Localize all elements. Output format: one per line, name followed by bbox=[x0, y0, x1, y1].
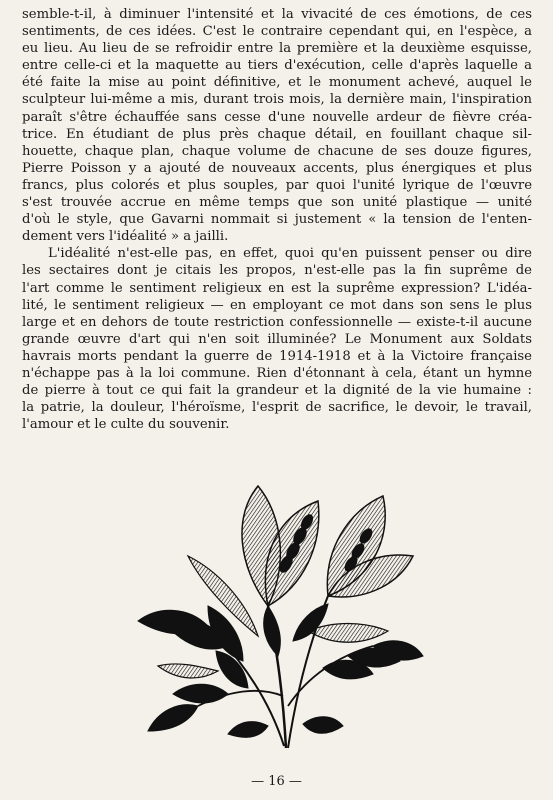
text-line: francs, plus colorés et plus souples, par quoi l'unité lyrique de l'œuvre bbox=[22, 177, 532, 193]
text-line: trice. En étudiant de plus près chaque détail, en fouillant chaque sil- bbox=[22, 126, 532, 142]
text-line: sculpteur lui-même a mis, durant trois mois, la dernière main, l'inspiration bbox=[22, 92, 532, 108]
paragraph-1 bbox=[22, 6, 532, 245]
text-line: été faite la mise au point définitive, et le monument achevé, auquel le bbox=[22, 75, 532, 91]
text-line: paraît s'être échauffée sans cesse d'une nouvelle ardeur de fièvre créa- bbox=[22, 109, 532, 125]
text-line: havrais morts pendant la guerre de 1914-1918 et à la Victoire française bbox=[22, 348, 532, 364]
text-line: L'idéalité n'est-elle pas, en effet, quoi qu'en puissent penser ou dire bbox=[48, 246, 532, 262]
text-line: sentiments, de ces idées. C'est le contraire cependant qui, en l'espèce, a bbox=[22, 24, 532, 40]
paragraph-2 bbox=[22, 245, 532, 433]
page-number: — 16 — bbox=[251, 774, 302, 789]
body-text bbox=[22, 6, 532, 433]
text-line: entre celle-ci et la maquette au tiers d'exécution, celle d'après laquelle a bbox=[22, 58, 532, 74]
text-line: grande œuvre d'art qui n'en soit illuminée? Le Monument aux Soldats bbox=[22, 331, 532, 347]
text-line: eu lieu. Au lieu de se refroidir entre la première et la deuxième esquisse, bbox=[22, 41, 532, 57]
text-line: de pierre à tout ce qui fait la grandeur et la dignité de la vie humaine : bbox=[22, 383, 532, 399]
wheat-and-laurel-icon bbox=[118, 456, 428, 756]
text-line: lité, le sentiment religieux — en employant ce mot dans son sens le plus bbox=[22, 297, 532, 313]
text-line: large et en dehors de toute restriction confessionnelle — existe-t-il aucune bbox=[22, 314, 532, 330]
text-line: s'est trouvée accrue en même temps que son unité plastique — unité bbox=[22, 195, 532, 211]
text-line: d'où le style, que Gavarni nommait si justement « la tension de l'enten- bbox=[22, 212, 532, 228]
text-line: la patrie, la douleur, l'héroïsme, l'esprit de sacrifice, le devoir, le travail, bbox=[22, 400, 532, 416]
text-line: semble-t-il, à diminuer l'intensité et la vivacité de ces émotions, de ces bbox=[22, 7, 532, 22]
text-line: l'art comme le sentiment religieux en est la suprême expression? L'idéa- bbox=[22, 280, 532, 296]
text-line: dement vers l'idéalité » a jailli. bbox=[22, 229, 229, 245]
text-line: n'échappe pas à la loi commune. Rien d'étonnant à cela, étant un hymne bbox=[22, 365, 532, 381]
text-line: houette, chaque plan, chaque volume de chacune de ses douze figures, bbox=[22, 143, 532, 159]
text-line: l'amour et le culte du souvenir. bbox=[22, 417, 230, 433]
text-line: les sectaires dont je citais les propos, n'est-elle pas la fin suprême de bbox=[22, 263, 532, 279]
text-line: Pierre Poisson y a ajouté de nouveaux accents, plus énergiques et plus bbox=[22, 160, 532, 176]
